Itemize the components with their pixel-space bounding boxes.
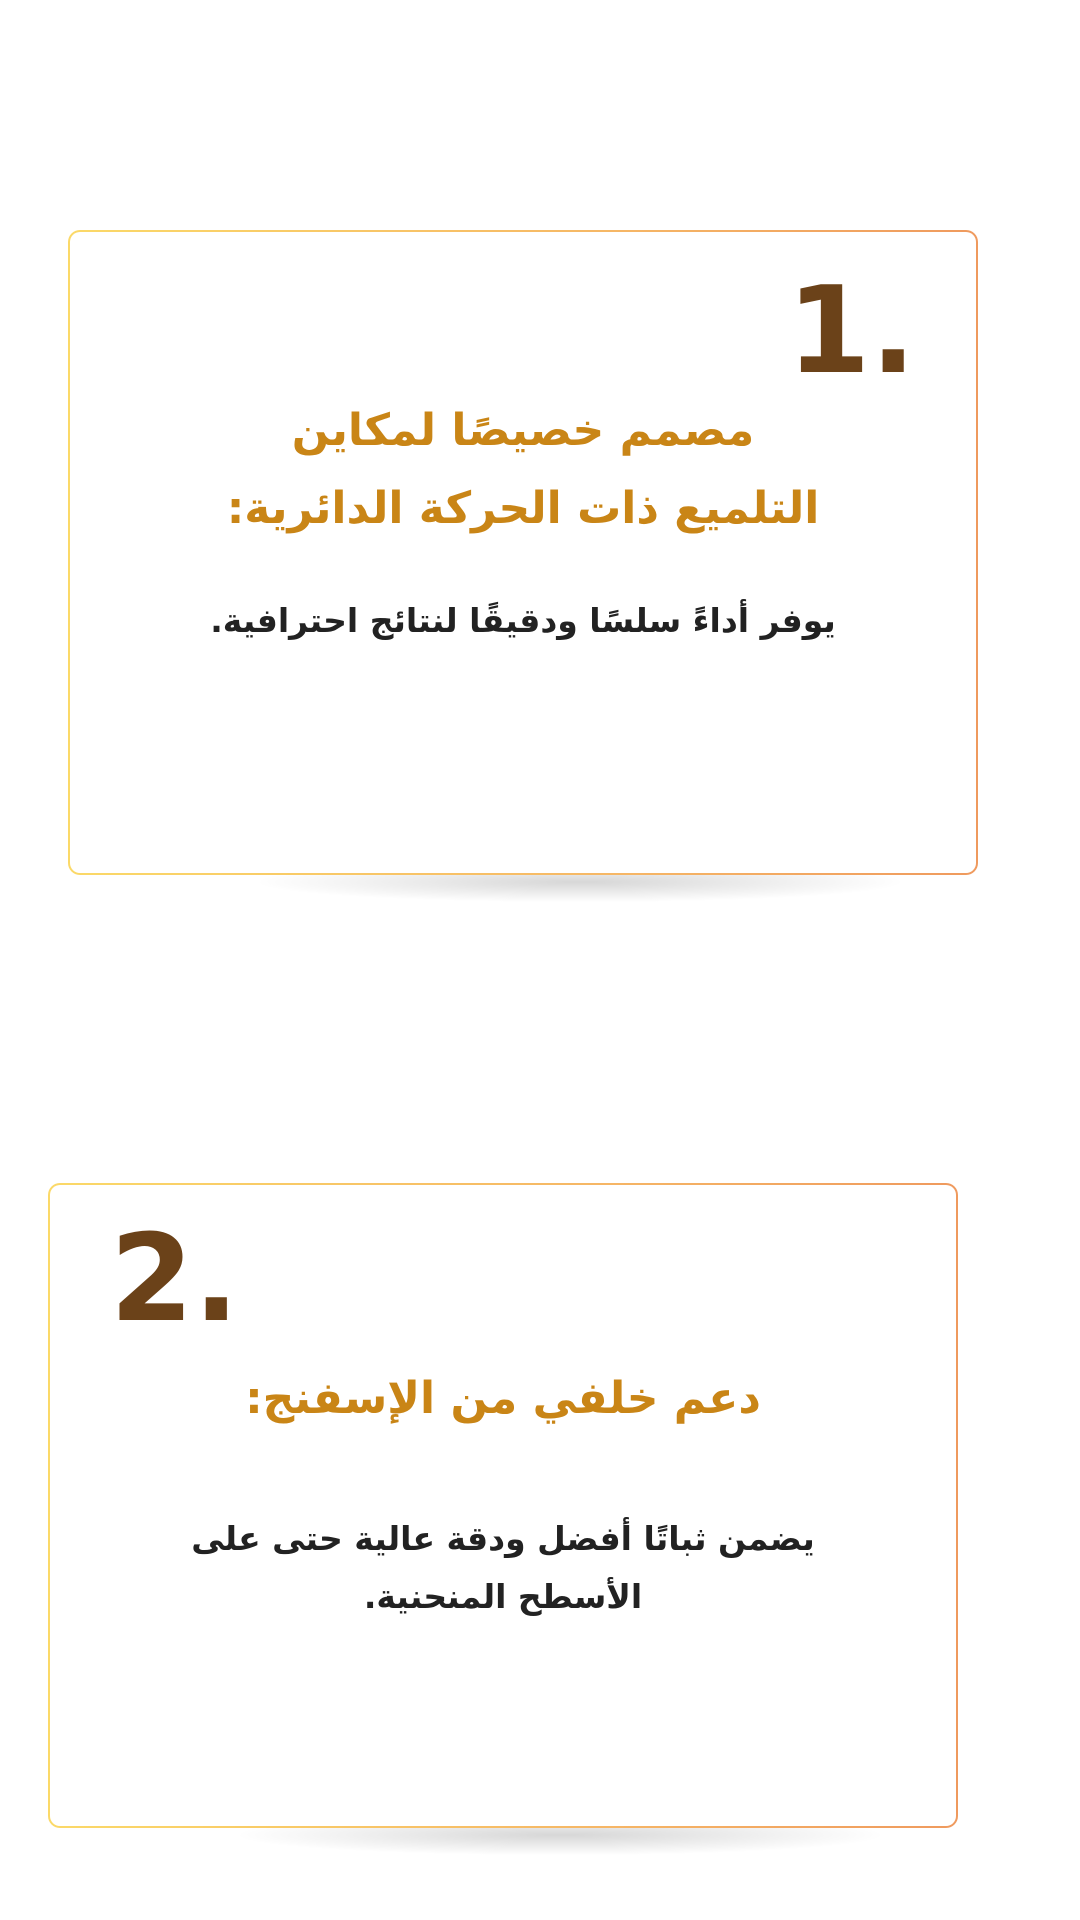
feature-card-2: [48, 1183, 958, 1828]
card-2-title: دعم خلفي من الإسفنج:: [245, 1373, 761, 1424]
card-2-border: [48, 1183, 958, 1828]
card-1-body: [70, 232, 976, 873]
card-1-title: مصمم خصيصًا لمكاين التلميع ذات الحركة الدائرية:: [226, 405, 820, 534]
card-1-border: [68, 230, 978, 875]
card-2-text: يضمن ثباتًا أفضل ودقة عالية حتى على الأسطح المنحنية.: [191, 1519, 815, 1616]
card-1-number: 1.: [786, 262, 916, 401]
feature-card-1: [68, 230, 978, 875]
card-2-body: [50, 1185, 956, 1826]
card-1-text: يوفر أداءً سلسًا ودقيقًا لنتائج احترافية.: [210, 601, 836, 640]
card-2-number: 2.: [110, 1210, 240, 1349]
